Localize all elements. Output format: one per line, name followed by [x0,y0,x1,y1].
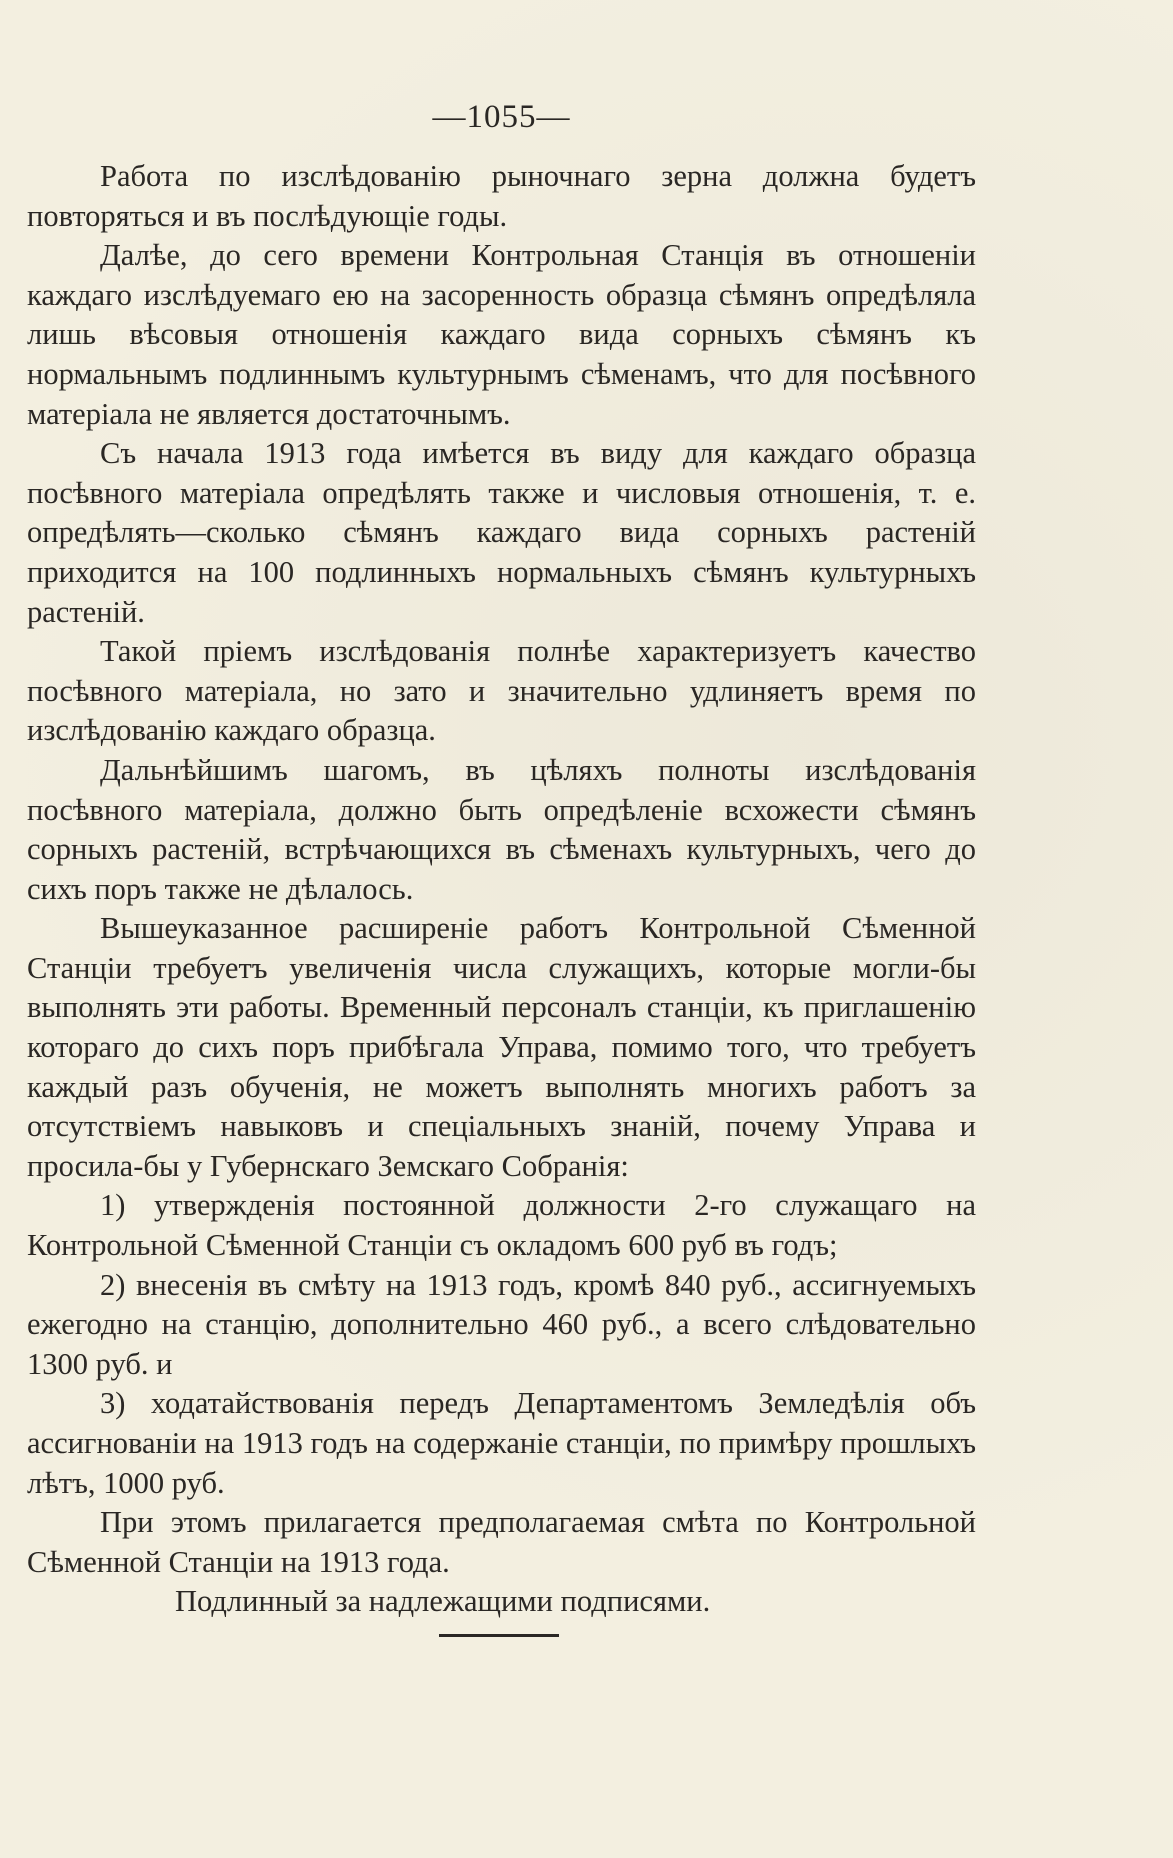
paragraph-method-quality: Такой пріемъ изслѣдованія полнѣе характеризуетъ качество посѣвного матеріала, но зато и значительно удлиняетъ время по изслѣдованію каждаго образца. [27,634,976,748]
paragraph-estimate-attached: При этомъ прилагается предполагаемая смѣта по Контрольной Сѣменной Станціи на 1913 года. [27,1505,976,1579]
paragraph-weight-ratios: Далѣе, до сего времени Контрольная Станція въ отношеніи каждаго изслѣдуемаго ею на засоренность образца сѣмянъ опредѣляла лишь вѣсовыя отношенія каждаго вида сорныхъ сѣмянъ къ нормальнымъ подлиннымъ культурнымъ сѣменамъ, что для посѣвного матеріала не является достаточнымъ. [27,238,976,431]
paragraph-numeric-ratios: Съ начала 1913 года имѣется въ виду для каждаго образца посѣвного матеріала опредѣлять также и числовыя отношенія, т. е. опредѣлять—сколько сѣмянъ каждаго вида сорныхъ растеній приходится на 100 подлинныхъ нормальныхъ сѣмянъ культурныхъ растеній. [27,436,976,629]
end-rule [439,1634,559,1637]
paragraph-item-1: 1) утвержденія постоянной должности 2-го служащаго на Контрольной Сѣменной Станціи съ окладомъ 600 руб въ годъ; [27,1188,976,1263]
paragraph-germination: Дальнѣйшимъ шагомъ, въ цѣляхъ полноты изслѣдованія посѣвного матеріала, должно быть опредѣленіе всхожести сѣмянъ сорныхъ растеній, встрѣчающихся въ сѣменахъ культурныхъ, чего до сихъ поръ также не дѣлалось. [27,752,976,906]
paragraph-item-3: 3) ходатайствованія передъ Департаментомъ Земледѣлія объ ассигнованіи на 1913 годъ на содержаніе станціи, по примѣру прошлыхъ лѣтъ, 1000 руб. [27,1386,976,1500]
signature-line: Подлинный за надлежащими подписями. [175,1584,711,1619]
paragraph-item-2: 2) внесенія въ смѣту на 1913 годъ, кромѣ 840 руб., ассигнуемыхъ ежегодно на станцію, дополнительно 460 руб., а всего слѣдовательно 1300 руб. и [27,1267,976,1381]
paragraph-staff-request: Вышеуказанное расширеніе работъ Контрольной Сѣменной Станціи требуетъ увеличенія числа служащихъ, которые могли-бы выполнять эти работы. Временный персоналъ станціи, къ приглашенію котораго до сихъ поръ прибѣгала Управа, помимо того, что требуетъ каждый разъ обученія, не можетъ выполнять многихъ работъ за отсутствіемъ навыковъ и спеціальныхъ знаній, почему Управа и просила-бы у Губернскаго Земскаго Собранія: [27,911,976,1183]
paragraph-market-grain: Работа по изслѣдованію рыночнаго зерна должна будетъ повторяться и въ послѣдующіе годы. [27,159,976,233]
page-number: —1055— [432,99,571,135]
